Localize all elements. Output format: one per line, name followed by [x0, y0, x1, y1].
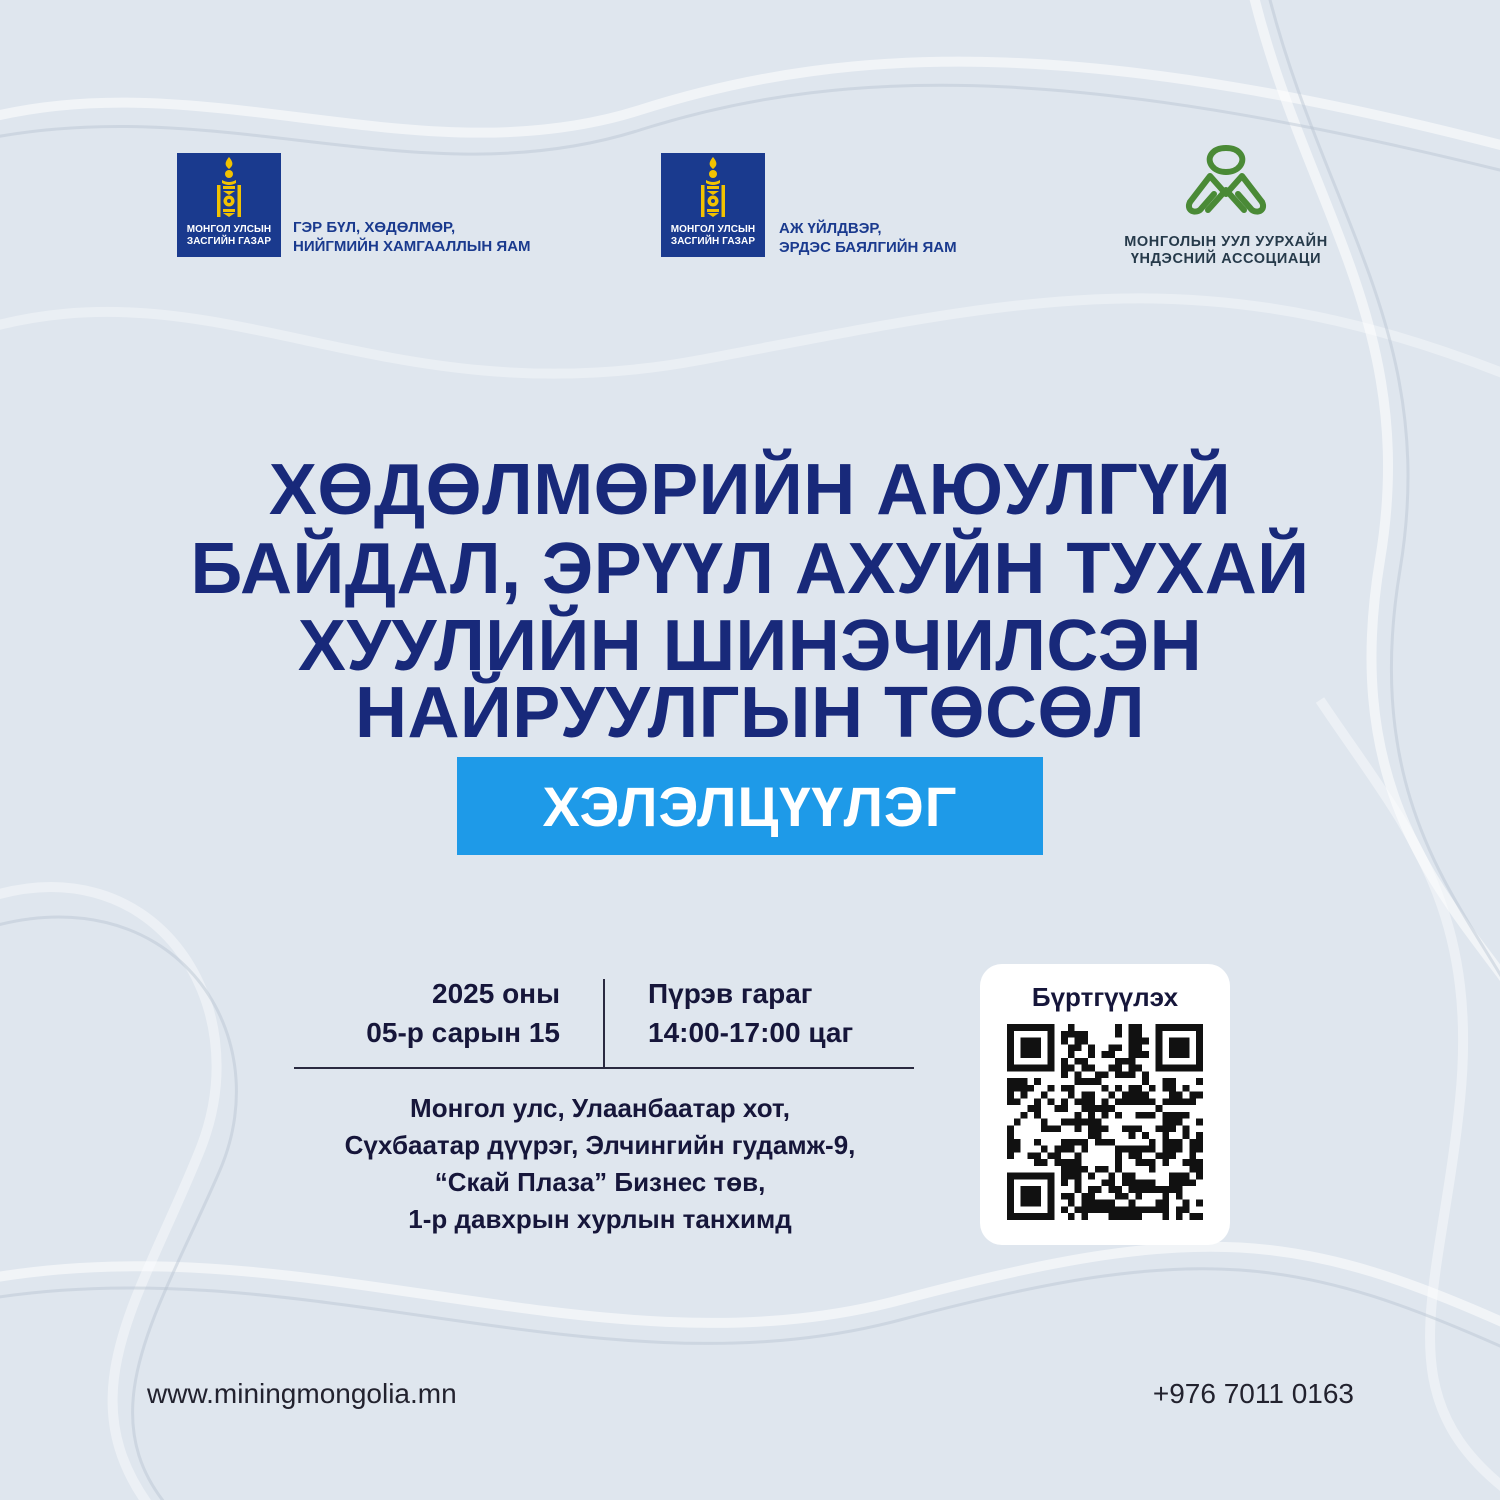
association-knot-icon: [1176, 140, 1276, 220]
association-name-line1: МОНГОЛЫН УУЛ УУРХАЙН: [1124, 234, 1328, 250]
info-divider-horizontal: [294, 1067, 914, 1069]
gov-emblem: [177, 153, 281, 257]
registration-label: Бүртгүүлэх: [1031, 982, 1179, 1012]
event-type-banner: [457, 757, 1043, 855]
association-name-line2: ҮНДЭСНИЙ АССОЦИАЦИ: [1130, 251, 1322, 267]
address-line-1: Монгол улс, Улаанбаатар хот,: [410, 1093, 790, 1123]
qr-code[interactable]: [1007, 1024, 1203, 1220]
logo-ministry-labor: [177, 153, 557, 257]
event-time: 14:00-17:00 цаг: [648, 1017, 854, 1048]
ministry-name-line1: АЖ ҮЙЛДВЭР,: [779, 220, 882, 237]
title-line-1: ХӨДӨЛМӨРИЙН АЮУЛГҮЙ: [268, 450, 1232, 530]
soyombo-icon: [177, 153, 281, 223]
emblem-text-line1: МОНГОЛ УЛСЫН: [186, 224, 272, 235]
event-weekday: Пүрэв гараг: [648, 978, 813, 1009]
address-line-3: “Скай Плаза” Бизнес төв,: [434, 1167, 766, 1197]
emblem-text-line2: ЗАСГИЙН ГАЗАР: [186, 236, 272, 247]
info-divider-vertical: [603, 979, 605, 1067]
title-line-4: НАЙРУУЛГЫН ТӨСӨЛ: [355, 673, 1145, 753]
logo-mining-association: [1076, 140, 1376, 275]
ministry-name-line1: ГЭР БҮЛ, ХӨДӨЛМӨР,: [293, 219, 456, 236]
footer-website[interactable]: www.miningmongolia.mn: [147, 1378, 457, 1409]
address-line-2: Сүхбаатар дүүрэг, Элчингийн гудамж-9,: [344, 1130, 856, 1160]
event-date-day: 05-р сарын 15: [366, 1017, 560, 1048]
registration-card[interactable]: [980, 964, 1230, 1245]
event-date-year: 2025 оны: [432, 978, 560, 1009]
gov-emblem: [661, 153, 765, 257]
event-address: [230, 1090, 970, 1238]
footer-phone: +976 7011 0163: [1152, 1378, 1354, 1409]
emblem-text-line2: ЗАСГИЙН ГАЗАР: [670, 236, 756, 247]
event-type-label: ХЭЛЭЛЦҮҮЛЭГ: [542, 774, 958, 838]
logo-ministry-industry: [661, 153, 991, 257]
soyombo-icon: [661, 153, 765, 223]
ministry-name-line2: НИЙГМИЙН ХАМГААЛЛЫН ЯАМ: [293, 238, 531, 255]
title-line-2: БАЙДАЛ, ЭРҮҮЛ АХУЙН ТУХАЙ: [190, 529, 1310, 609]
title-line-3: ХУУЛИЙН ШИНЭЧИЛСЭН: [297, 606, 1203, 686]
emblem-text-line1: МОНГОЛ УЛСЫН: [670, 224, 756, 235]
ministry-name-line2: ЭРДЭС БАЯЛГИЙН ЯАМ: [779, 239, 957, 256]
address-line-4: 1-р давхрын хурлын танхимд: [408, 1204, 792, 1234]
